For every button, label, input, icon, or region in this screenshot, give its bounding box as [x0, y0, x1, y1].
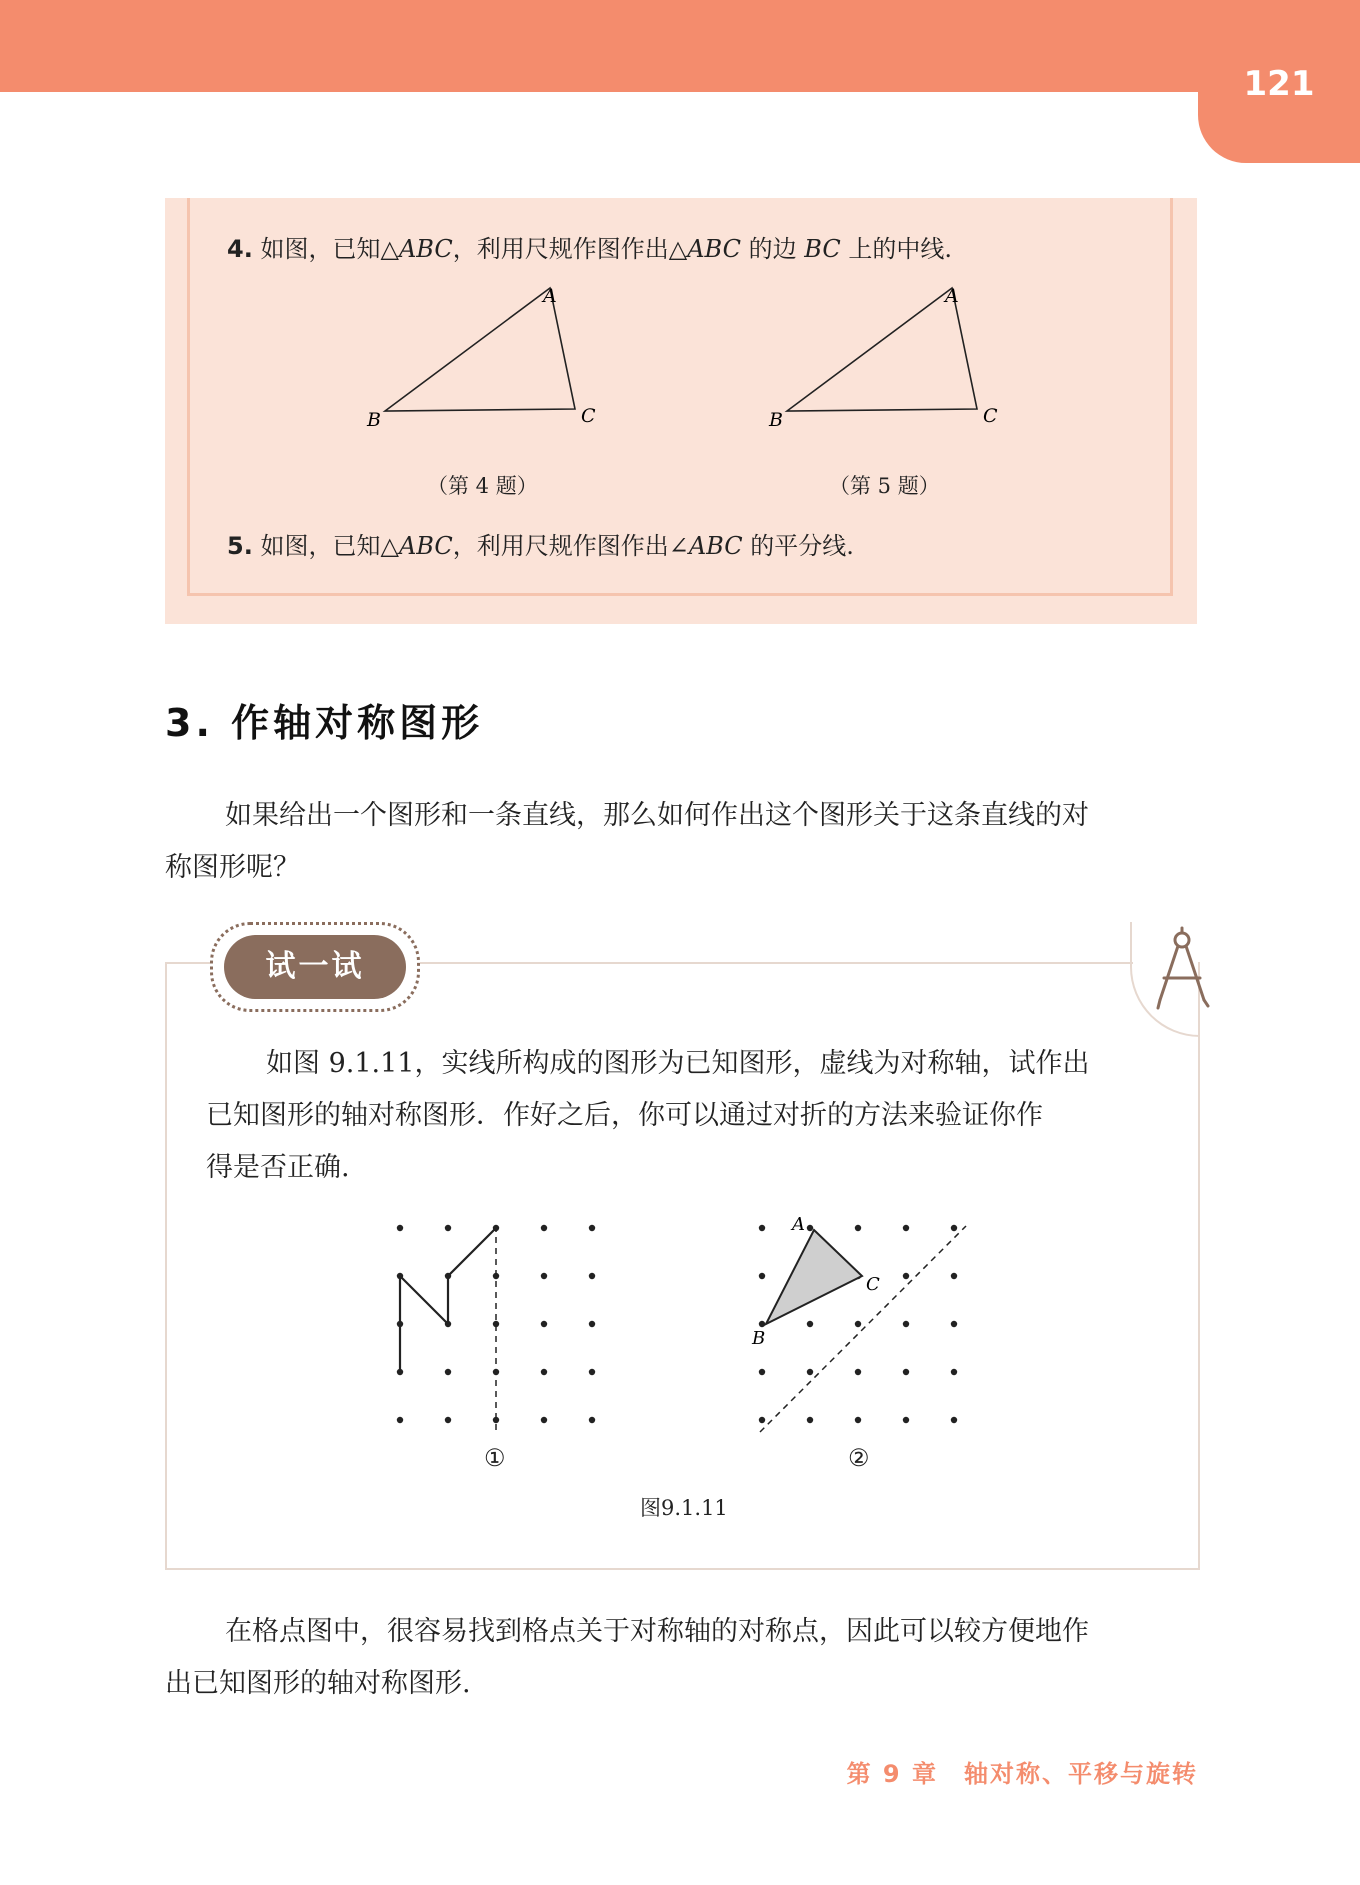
vertex-c-label: C	[581, 405, 596, 427]
vertex-b-label: B	[769, 409, 783, 431]
figure-label-1: ①	[484, 1444, 506, 1472]
grid-dot	[807, 1369, 813, 1375]
vertex-b-label: B	[752, 1328, 766, 1349]
grid-dot	[951, 1225, 957, 1231]
grid-dot	[445, 1417, 451, 1423]
grid-dot	[903, 1273, 909, 1279]
grid-dot	[397, 1225, 403, 1231]
grid-dot	[759, 1225, 765, 1231]
grid-dot	[589, 1321, 595, 1327]
given-figure-zigzag	[400, 1228, 496, 1372]
grid-dot	[759, 1321, 765, 1327]
page-number: 121	[1243, 64, 1315, 104]
figure-label-5: （第 5 题）	[829, 474, 940, 498]
given-triangle	[766, 1230, 862, 1324]
grid-dot	[541, 1225, 547, 1231]
grid-dot	[951, 1273, 957, 1279]
vertex-c-label: C	[866, 1274, 880, 1295]
triangle-figure-5	[767, 285, 1027, 431]
grid-dot	[855, 1369, 861, 1375]
conclusion-paragraph: 在格点图中，很容易找到格点关于对称轴的对称点，因此可以较方便地作 出已知图形的轴对称图形.	[165, 1616, 1089, 1699]
vertex-a-label: A	[792, 1214, 805, 1235]
compass-icon	[1150, 926, 1214, 1010]
figure-caption: 图9.1.11	[640, 1496, 728, 1520]
grid-dot	[541, 1321, 547, 1327]
grid-dot	[445, 1369, 451, 1375]
grid-dot	[903, 1417, 909, 1423]
grid-dots	[759, 1225, 957, 1423]
question-number: 5.	[227, 532, 253, 560]
dot-grid-figure-1	[380, 1218, 620, 1438]
exercise-question-5: 5. 如图，已知△ABC，利用尺规作图作出∠ABC 的平分线.	[227, 532, 854, 560]
grid-dot	[589, 1273, 595, 1279]
dot-grid-figure-2	[742, 1214, 982, 1438]
symmetry-axis	[760, 1226, 966, 1432]
grid-dot	[807, 1321, 813, 1327]
exercise-box	[165, 198, 1197, 624]
question-number: 4.	[227, 235, 253, 263]
grid-dot	[589, 1225, 595, 1231]
grid-dot	[903, 1321, 909, 1327]
vertex-c-label: C	[983, 405, 998, 427]
grid-dot	[541, 1417, 547, 1423]
grid-dot	[951, 1321, 957, 1327]
header-band	[0, 0, 1360, 92]
figure-label-2: ②	[848, 1444, 870, 1472]
grid-dot	[807, 1417, 813, 1423]
vertex-b-label: B	[367, 409, 381, 431]
grid-dot	[951, 1417, 957, 1423]
grid-dot	[541, 1369, 547, 1375]
section-title: 3. 作轴对称图形	[165, 701, 484, 745]
exercise-question-4: 4. 如图，已知△ABC，利用尺规作图作出△ABC 的边 BC 上的中线.	[227, 235, 952, 263]
grid-dot	[951, 1369, 957, 1375]
vertex-a-label: A	[945, 285, 959, 307]
grid-dot	[855, 1321, 861, 1327]
intro-paragraph: 如果给出一个图形和一条直线，那么如何作出这个图形关于这条直线的对 称图形呢？	[165, 800, 1089, 883]
grid-dot	[855, 1417, 861, 1423]
grid-dot	[759, 1273, 765, 1279]
grid-dot	[759, 1417, 765, 1423]
try-it-badge: 试一试	[224, 935, 406, 999]
chapter-footer: 第 9 章 轴对称、平移与旋转	[846, 1760, 1198, 1788]
grid-dot	[541, 1273, 547, 1279]
grid-dot	[445, 1225, 451, 1231]
grid-dot	[807, 1225, 813, 1231]
triangle-figure-4	[365, 285, 625, 431]
figure-label-4: （第 4 题）	[427, 474, 538, 498]
grid-dot	[759, 1369, 765, 1375]
grid-dot	[855, 1225, 861, 1231]
grid-dot	[589, 1369, 595, 1375]
grid-dot	[903, 1225, 909, 1231]
grid-dot	[903, 1369, 909, 1375]
grid-dot	[589, 1417, 595, 1423]
grid-dot	[397, 1417, 403, 1423]
try-it-text: 如图 9.1.11，实线所构成的图形为已知图形，虚线为对称轴，试作出 已知图形的轴对称图形．作好之后，你可以通过对折的方法来验证你作 得是否正确.	[206, 1048, 1090, 1183]
vertex-a-label: A	[543, 285, 557, 307]
